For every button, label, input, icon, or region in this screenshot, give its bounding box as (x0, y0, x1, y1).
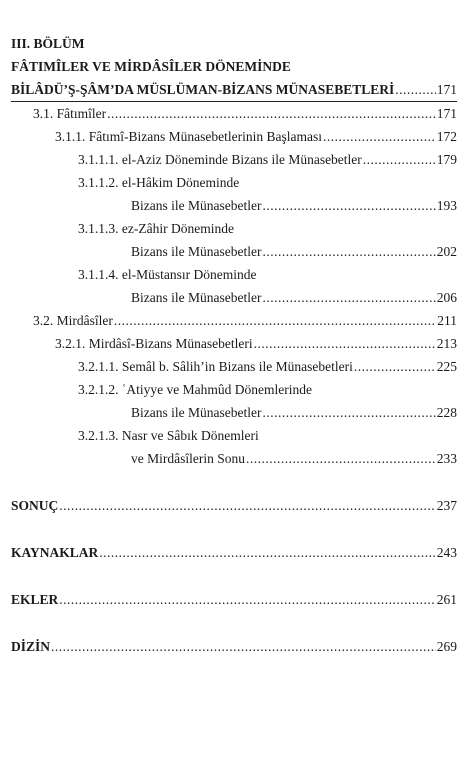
entry-title: Bizans ile Münasebetler (131, 244, 262, 259)
toc-entry-hakim-line2[interactable] (11, 194, 457, 217)
page-number: 269 (436, 639, 457, 654)
dot-leader (363, 148, 436, 171)
dot-leader (51, 635, 436, 658)
toc-entry-semal[interactable] (11, 355, 457, 378)
page-number: 261 (436, 592, 457, 607)
toc-entry-zahir-line1[interactable]: 3.1.1.3. ez-Zâhir Döneminde (78, 221, 234, 236)
entry-title: 3.2. Mirdâsîler (33, 313, 113, 328)
page-number: 237 (436, 498, 457, 513)
dot-leader (262, 401, 435, 424)
page-number: 202 (436, 244, 457, 259)
dot-leader (59, 588, 435, 611)
toc-entry-atiyye-line2[interactable] (11, 401, 457, 424)
entry-title: ve Mirdâsîlerin Sonu (131, 451, 245, 466)
entry-title: 3.2.1.1. Semâl b. Sâlih’in Bizans ile Münasebetleri (78, 359, 353, 374)
spacer (11, 564, 457, 588)
toc-entry-mirdasi-bizans[interactable] (11, 332, 457, 355)
entry-title: DİZİN (11, 639, 51, 654)
toc-entry-dizin[interactable] (11, 635, 457, 658)
dot-leader (246, 447, 436, 470)
page-number: 193 (436, 198, 457, 213)
page-number: 213 (436, 336, 457, 351)
toc-entry-mirdasiler[interactable] (11, 309, 457, 332)
entry-title: Bizans ile Münasebetler (131, 405, 262, 420)
entry-title: SONUÇ (11, 498, 59, 513)
dot-leader (114, 309, 436, 332)
page-number: 228 (436, 405, 457, 420)
part-subtitle-line2-entry[interactable] (11, 78, 457, 102)
entry-title: Bizans ile Münasebetler (131, 290, 262, 305)
toc-entry-nasr-line1[interactable]: 3.2.1.3. Nasr ve Sâbık Dönemleri (78, 428, 259, 443)
toc-entry-fatimi-bizans[interactable] (11, 125, 457, 148)
toc-entry-zahir-line2[interactable] (11, 240, 457, 263)
page-number: 171 (436, 82, 457, 97)
dot-leader (262, 240, 435, 263)
toc-entry-atiyye-line1[interactable]: 3.2.1.2. ʿAtiyye ve Mahmûd Dönemlerinde (78, 382, 312, 397)
entry-title: KAYNAKLAR (11, 545, 99, 560)
toc-entry-sonuc[interactable] (11, 494, 457, 517)
toc-entry-mustansir-line2[interactable] (11, 286, 457, 309)
entry-title: 3.2.1. Mirdâsî-Bizans Münasebetleri (55, 336, 253, 351)
dot-leader (107, 102, 436, 125)
spacer (11, 517, 457, 541)
page-number: 206 (436, 290, 457, 305)
dot-leader (99, 541, 435, 564)
part-subtitle-line1: FÂTIMÎLER VE MİRDÂSÎLER DÖNEMİNDE (11, 59, 291, 74)
page-number: 179 (436, 152, 457, 167)
page-number: 172 (436, 129, 457, 144)
dot-leader (354, 355, 436, 378)
entry-title: EKLER (11, 592, 59, 607)
page-number: 225 (436, 359, 457, 374)
toc-entry-aziz[interactable] (11, 148, 457, 171)
page-number: 243 (436, 545, 457, 560)
toc-entry-fatimiler[interactable] (11, 102, 457, 125)
page-number: 233 (436, 451, 457, 466)
page-number: 171 (436, 106, 457, 121)
part-title: III. BÖLÜM (11, 36, 85, 51)
dot-leader (262, 194, 435, 217)
toc-entry-hakim-line1[interactable]: 3.1.1.2. el-Hâkim Döneminde (78, 175, 240, 190)
entry-title: 3.1.1. Fâtımî-Bizans Münasebetlerinin Başlaması (55, 129, 322, 144)
dot-leader (323, 125, 436, 148)
toc-entry-kaynaklar[interactable] (11, 541, 457, 564)
page-number: 211 (437, 313, 457, 328)
spacer (11, 611, 457, 635)
entry-title: 3.1. Fâtımîler (33, 106, 107, 121)
toc-entry-mustansir-line1[interactable]: 3.1.1.4. el-Müstansır Döneminde (78, 267, 257, 282)
table-of-contents (11, 32, 457, 658)
dot-leader (254, 332, 436, 355)
dot-leader (262, 286, 435, 309)
part-subtitle-line2: BİLÂDÜ’Ş-ŞÂM’DA MÜSLÜMAN-BİZANS MÜNASEBETLERİ (11, 82, 395, 97)
toc-entry-ekler[interactable] (11, 588, 457, 611)
dot-leader (395, 78, 435, 101)
entry-title: Bizans ile Münasebetler (131, 198, 262, 213)
toc-entry-nasr-line2[interactable] (11, 447, 457, 470)
entry-title: 3.1.1.1. el-Aziz Döneminde Bizans ile Münasebetler (78, 152, 362, 167)
spacer (11, 470, 457, 494)
dot-leader (59, 494, 435, 517)
